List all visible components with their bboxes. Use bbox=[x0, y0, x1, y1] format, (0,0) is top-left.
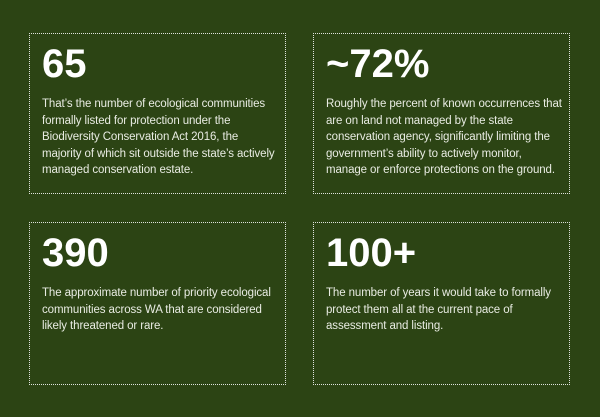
stat-description: The approximate number of priority ecological communities across WA that are considered likely threatened or rare. bbox=[42, 287, 271, 332]
stat-description: That’s the number of ecological communities formally listed for protection under the Biodiversity Conservation Act 2016, the majority of which sit outside the state’s actively managed conservation estate. bbox=[42, 98, 275, 176]
stat-card-years-to-protect bbox=[313, 222, 570, 385]
stat-value: 100+ bbox=[326, 231, 417, 275]
stat-card-listed-communities bbox=[29, 33, 286, 194]
stat-value: 65 bbox=[42, 42, 87, 86]
stat-description: Roughly the percent of known occurrences that are on land not managed by the state conservation agency, significantly limiting the government’s ability to actively monitor, manage or enforce protections on the ground. bbox=[326, 98, 562, 176]
stat-card-priority-communities bbox=[29, 222, 286, 385]
stat-value: 390 bbox=[42, 231, 109, 275]
stat-card-unmanaged-occurrences bbox=[313, 33, 570, 194]
stat-description: The number of years it would take to formally protect them all at the current pace of assessment and listing. bbox=[326, 287, 551, 332]
stat-value: ~72% bbox=[326, 42, 430, 86]
